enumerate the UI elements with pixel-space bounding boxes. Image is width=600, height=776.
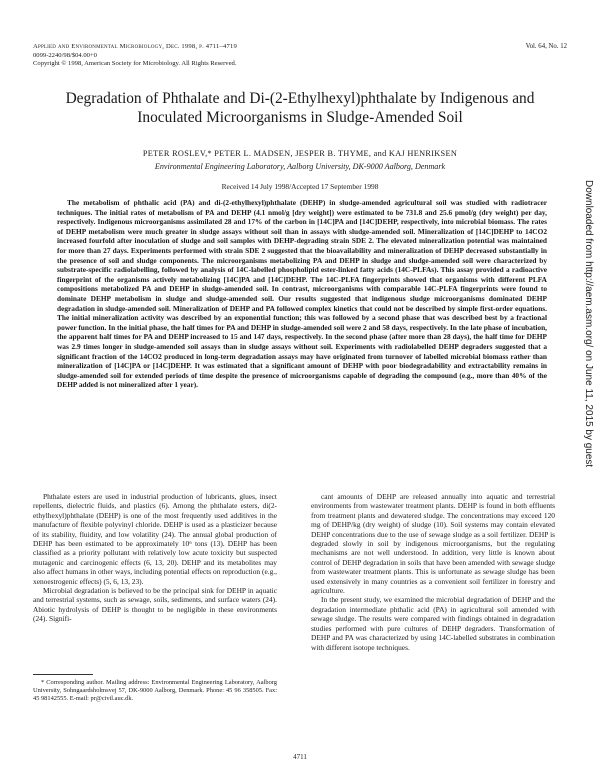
abstract: The metabolism of phthalic acid (PA) and di-(2-ethylhexyl)phthalate (DEHP) in sludge-amended agricultural soil was studied with radiotracer techniques. The initial rates of metabolism of PA and DEHP (4.1 nmol/g [dry weight]) were estimated to be 731.8 and 25.6 pmol/g (dry weight) per day, respectively. Indigenous microorganisms assimilated 28 and 17% of the carbon in [14C]PA and [14C]DEHP, respectively, into microbial biomass. The rates of DEHP metabolism were much greater in sludge assays without soil than in assays with sludge-amended soil. Mineralization of [14C]DEHP to 14CO2 increased fourfold after inoculation of sludge and soil samples with DEHP-degrading strain SDE 2. The elevated mineralization potential was maintained for more than 27 days. Experiments performed with strain SDE 2 suggested that the bioavailability and mineralization of DEHP decreased substantially in the presence of soil and sludge components. The microorganisms metabolizing PA and DEHP in sludge and sludge-amended soil were characterized by substrate-specific radiolabelling, followed by analysis of 14C-labelled phospholipid ester-linked fatty acids (14C-PLFAs). This assay provided a radioactive fingerprint of the organisms actively metabolizing [14C]PA and [14C]DEHP. The 14C-PLFA fingerprints showed that organisms with different PLFA compositions metabolized PA and DEHP in sludge-amended soil. In contrast, microorganisms with comparable 14C-PLFA fingerprints were found to dominate DEHP metabolism in sludge and sludge-amended soil. Our results suggested that indigenous sludge microorganisms dominated DEHP degradation in sludge-amended soil. Mineralization of DEHP and PA followed complex kinetics that could not be described by simple first-order equations. The initial mineralization activity was described by an exponential function; this was followed by a second phase that was described best by a fractional power function. In the initial phase, the half times for PA and DEHP in sludge-amended soil were 2 and 58 days, respectively. In the late phase of incubation, the apparent half times for PA and DEHP increased to 15 and 147 days, respectively. In the second phase (after more than 28 days), the half time for DEHP was 2.9 times longer in sludge-amended soil assays than in sludge assays without soil. Experiments with radiolabelled DEHP degraders suggested that a significant fraction of the 14CO2 produced in long-term degradation assays may have originated from turnover of labelled microbial biomass rather than mineralization of [14C]PA or [14C]DEHP. It was estimated that a significant amount of DEHP with poor biodegradability and extractability remains in sludge-amended soil for extended periods of time despite the presence of microorganisms capable of degrading the compound (e.g., more than 40% of the DEHP added is not mineralized after 1 year). (57, 198, 547, 390)
body-column-left (33, 492, 277, 624)
journal-citation: Applied and Environmental Microbiology, Dec. 1998, p. 4711–4719 (33, 43, 238, 50)
journal-header (33, 43, 363, 69)
affiliation: Environmental Engineering Laboratory, Aalborg University, DK-9000 Aalborg, Denmark (154, 162, 446, 171)
download-watermark (578, 180, 594, 600)
page-number: 4711 (293, 753, 307, 761)
paper-title: Degradation of Phthalate and Di-(2-Ethylhexyl)phthalate by Indigenous and Inoculated Microorganisms in Sludge-Amended Soil (65, 90, 535, 126)
issn: 0099-2240/98/$04.00+0 (33, 51, 97, 59)
body-paragraph: Phthalate esters are used in industrial production of lubricants, glues, insect repellents, dielectric fluids, and plastics (6). Among the phthalate esters, di(2-ethylhexyl)phthalate (DEHP) is one of the most frequently used additives in the manufacture of flexible polyvinyl chloride. DEHP is used as a plasticizer because of its stability, fluidity, and low volatility (24). The annual global production of DEHP has been estimated to be approximately 10⁶ tons (13). DEHP has been classified as a priority pollutant with relatively low acute toxicity but suspected mutagenic and carcinogenic effects (6, 13, 20). DEHP and its metabolites may also affect humans in other ways, including potential effects on reproduction (e.g., xenoestrogenic effects) (5, 6, 13, 23). (33, 492, 277, 586)
author-list: PETER ROSLEV,* PETER L. MADSEN, JESPER B. THYME, and KAJ HENRIKSEN (142, 149, 458, 158)
corresponding-author-footnote (33, 679, 277, 704)
body-column-right (311, 492, 555, 652)
volume-issue: Vol. 64, No. 12 (525, 43, 567, 50)
footnote-rule (33, 674, 93, 675)
footnote-text: * Corresponding author. Mailing address: Environmental Engineering Laboratory, Aalborg University, Sohngaardsholmsvej 57, DK-9000 Aalborg, Denmark. Phone: 45 96 358505. Fax: 45 98142555. E-mail: pr@civil.auc.dk. (33, 679, 277, 703)
received-dates: Received 14 July 1998/Accepted 17 September 1998 (221, 182, 379, 191)
body-paragraph: In the present study, we examined the microbial degradation of DEHP and the degradation intermediate phthalic acid (PA) in agricultural soil amended with sewage sludge. The results were compared with findings obtained in degradation studies performed with pure cultures of DEHP degraders. Transformation of DEHP and PA was characterized by using 14C-labelled substrates in combination with different isotope techniques. (311, 595, 555, 652)
copyright: Copyright © 1998, American Society for Microbiology. All Rights Reserved. (33, 60, 237, 68)
body-paragraph: cant amounts of DEHP are released annually into aquatic and terrestrial environments from wastewater treatment plants. DEHP is found in both effluents from treatment plants and dewatered sludge. The concentrations may exceed 120 mg of DEHP/kg (dry weight) of sludge (10). Soil systems may contain elevated DEHP concentrations due to the use of sewage sludge as a soil fertilizer. DEHP is degraded slowly in soil by indigenous microorganisms, but the regulating mechanisms are not well understood. In addition, very little is known about control of DEHP degradation in soils that have been amended with sewage sludge from wastewater treatment plants. This is unfortunate as sewage sludge has been used extensively in many countries as a convenient soil fertilizer in forestry and agriculture. (311, 492, 555, 596)
download-notice[interactable]: Downloaded from http://aem.asm.org/ on June 11, 2015 by guest (583, 180, 594, 468)
body-paragraph: Microbial degradation is believed to be the principal sink for DEHP in aquatic and terrestrial systems, such as sewage, soils, sediments, and surface waters (24). Abiotic hydrolysis of DEHP is thought to be negligible in these environments (24). Signifi- (33, 586, 277, 624)
